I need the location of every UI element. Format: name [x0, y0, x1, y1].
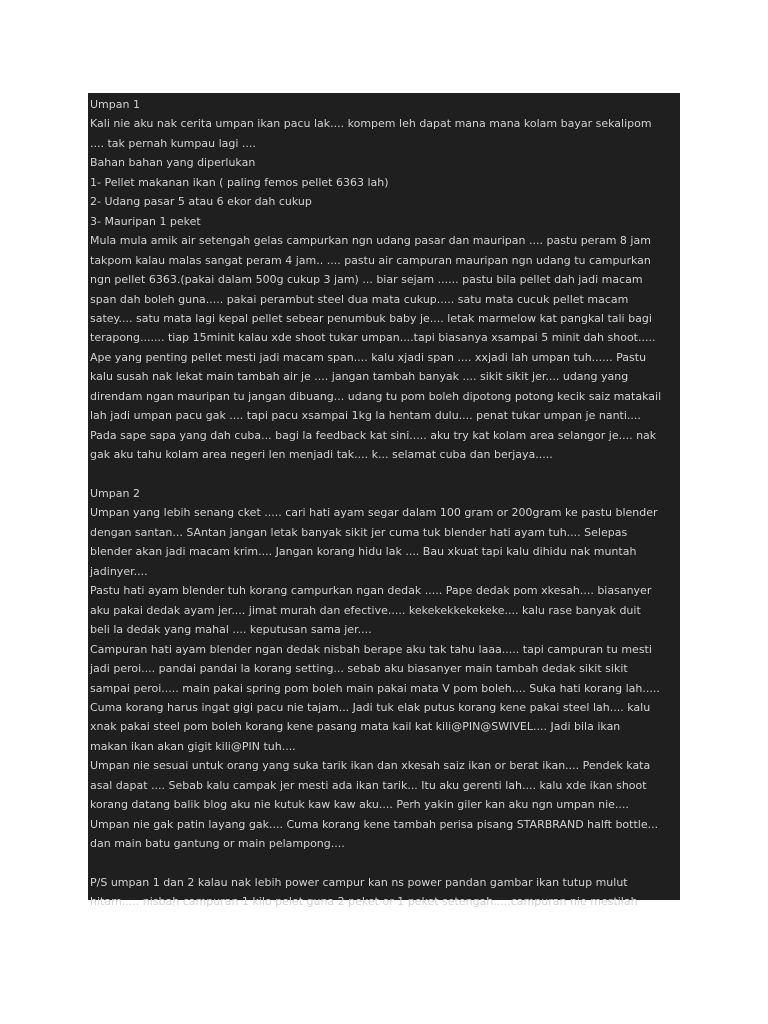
text-line: .... tak pernah kumpau lagi ....	[90, 136, 256, 150]
text-line: aku pakai dedak ayam jer.... jimat murah dan efective..... kekekekkekekeke.... kalu rase banyak duit	[90, 603, 641, 617]
text-line: dengan santan... SAntan jangan letak banyak sikit jer cuma tuk blender hati ayam tuh.... Selepas	[90, 525, 628, 539]
text-line: jadi peroi.... pandai pandai la korang setting... sebab aku biasanyer main tambah dedak sikit sikit	[90, 662, 628, 676]
text-line: span dah boleh guna..... pakai perambut steel dua mata cukup..... satu mata cucuk pellet macam	[90, 292, 629, 306]
text-line: 3- Mauripan 1 peket	[90, 214, 201, 228]
text-line: 2- Udang pasar 5 atau 6 ekor dah cukup	[90, 195, 312, 209]
text-line: Bahan bahan yang diperlukan	[90, 156, 256, 170]
text-line: Kali nie aku nak cerita umpan ikan pacu lak.... kompem leh dapat mana mana kolam bayar sekalipom	[90, 117, 652, 131]
text-line: Pastu hati ayam blender tuh korang campurkan ngan dedak ..... Pape dedak pom xkesah.... biasanyer	[90, 584, 652, 598]
text-line: P/S umpan 1 dan 2 kalau nak lebih power campur kan ns power pandan gambar ikan tutup mulut	[90, 876, 628, 889]
text-line: korang datang balik blog aku nie kutuk kaw kaw aku.... Perh yakin giler kan aku ngn umpan nie....	[90, 798, 629, 812]
text-line: Ape yang penting pellet mesti jadi macam span.... kalu xjadi span .... xxjadi lah umpan tuh...... Pastu	[90, 350, 647, 364]
text-line: direndam ngan mauripan tu jangan dibuang... udang tu pom boleh dipotong potong kecik saiz matakail	[90, 389, 662, 403]
document-page	[88, 93, 680, 909]
text-line: asal dapat .... Sebab kalu campak jer mesti ada ikan tarik... Itu aku gerenti lah.... kalu xde ikan shoot	[90, 778, 647, 792]
text-line: makan ikan akan gigit kili@PIN tuh....	[90, 739, 296, 753]
text-line: Umpan nie gak patin layang gak.... Cuma korang kene tambah perisa pisang STARBRAND halft bottle...	[90, 817, 659, 831]
text-line: terapong....... tiap 15minit kalau xde shoot tukar umpan....tapi biasanya xsampai 5 minit dah shoot.....	[90, 331, 656, 345]
text-line: Campuran hati ayam blender ngan dedak nisbah berape aku tak tahu laaa..... tapi campuran tu mesti	[90, 642, 652, 656]
text-line: ngn pellet 6363.(pakai dalam 500g cukup 3 jam) ... biar sejam ...... pastu bila pellet dah jadi macam	[90, 273, 643, 287]
text-line: Umpan nie sesuai untuk orang yang suka tarik ikan dan xkesah saiz ikan or berat ikan.... Pendek kata	[90, 759, 651, 773]
text-line: dan main batu gantung or main pelampong....	[90, 837, 345, 851]
text-line: blender akan jadi macam krim.... Jangan korang hidu lak .... Bau xkuat tapi kalu dihidu nak muntah	[90, 545, 637, 559]
text-line: Mula mula amik air setengah gelas campurkan ngn udang pasar dan mauripan .... pastu peram 8 jam	[90, 234, 651, 248]
text-line: gak aku tahu kolam area negeri len menjadi tak.... k... selamat cuba dan berjaya.....	[90, 448, 553, 462]
text-line: Umpan yang lebih senang cket ..... cari hati ayam segar dalam 100 gram or 200gram ke pastu blender	[90, 506, 658, 520]
text-line: Cuma korang harus ingat gigi pacu nie tajam... Jadi tuk elak putus korang kene pakai steel lah.... kalu	[90, 700, 651, 714]
text-line: takpom kalau malas sangat peram 4 jam.. .... pastu air campuran mauripan ngn udang tu campurkan	[90, 253, 651, 267]
text-line: Pada sape sapa yang dah cuba... bagi la feedback kat sini..... aku try kat kolam area selangor je.... nak	[90, 428, 657, 442]
text-line: jadinyer....	[90, 564, 148, 578]
text-line: Umpan 2	[90, 487, 140, 500]
text-line: sampai peroi..... main pakai spring pom boleh main pakai mata V pom boleh.... Suka hati korang lah.....	[90, 681, 660, 695]
text-line: lah jadi umpan pacu gak .... tapi pacu xsampai 1kg la hentam dulu.... penat tukar umpan je nanti....	[90, 409, 641, 423]
text-line: 1- Pellet makanan ikan ( paling femos pellet 6363 lah)	[90, 175, 389, 189]
text-line: Umpan 1	[90, 98, 140, 111]
text-line: hitam..... nisbah campuran 1 kilo pelet guna 2 peket or 1 peket setengah.....campuran nie mestilah	[90, 895, 638, 909]
text-line: kalu susah nak lekat main tambah air je .... jangan tambah banyak .... sikit sikit jer.... udang yang	[90, 370, 629, 384]
text-line: beli la dedak yang mahal .... keputusan sama jer....	[90, 623, 372, 637]
text-line: xnak pakai steel pom boleh korang kene pasang mata kail kat kili@PIN@SWIVEL.... Jadi bila ikan	[90, 720, 621, 734]
text-line: satey.... satu mata lagi kepal pellet sebear penumbuk baby je.... letak marmelow kat pangkal tali bagi	[90, 311, 652, 325]
